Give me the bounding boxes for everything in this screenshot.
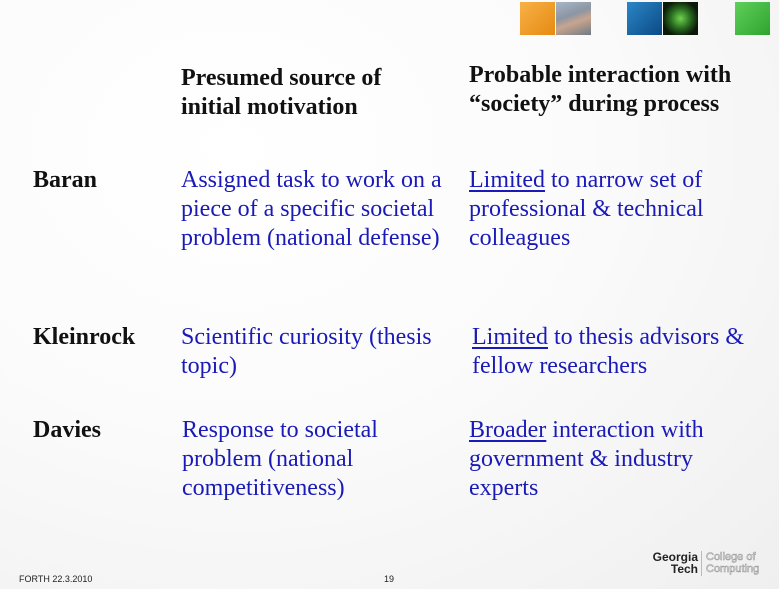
orange-header-tile	[520, 2, 555, 35]
row-name-davies: Davies	[33, 417, 101, 443]
davies-motivation: Response to societal problem (national competitiveness)	[182, 417, 378, 501]
baran-interaction-text: to narrow set of professional & technical colleagues	[469, 167, 704, 251]
kleinrock-interaction	[472, 323, 762, 381]
logo-computing: Computing	[706, 563, 760, 575]
baran-interaction-emphasis: Limited	[469, 167, 545, 193]
logo-georgia: Georgia	[652, 550, 698, 564]
kleinrock-motivation: Scientific curiosity (thesis topic)	[181, 324, 432, 379]
logo-tech: Tech	[670, 562, 698, 576]
davies-interaction	[469, 416, 759, 503]
campus-photo-tile	[556, 2, 591, 35]
network-photo-tile	[663, 2, 698, 35]
blue-header-tile	[627, 2, 662, 35]
baran-interaction	[469, 166, 759, 253]
logo-college-of: College of	[706, 551, 756, 563]
green-header-tile	[735, 2, 770, 35]
footer-event-date: FORTH 22.3.2010	[19, 574, 93, 584]
row-name-baran: Baran	[33, 167, 98, 193]
davies-interaction-emphasis: Broader	[469, 417, 547, 443]
georgia-tech-logo	[645, 551, 771, 577]
kleinrock-interaction-emphasis: Limited	[472, 324, 548, 350]
baran-motivation: Assigned task to work on a piece of a specific societal problem (national defense)	[181, 167, 442, 251]
page-number: 19	[384, 574, 395, 584]
row-name-kleinrock: Kleinrock	[33, 324, 136, 350]
column-header-motivation: Presumed source of initial motivation	[181, 65, 382, 120]
davies-interaction-text: interaction with government & industry experts	[469, 417, 704, 501]
logo-divider	[701, 551, 702, 576]
column-header-interaction: Probable interaction with “society” during process	[469, 62, 732, 117]
kleinrock-interaction-text: to thesis advisors & fellow researchers	[472, 324, 744, 379]
